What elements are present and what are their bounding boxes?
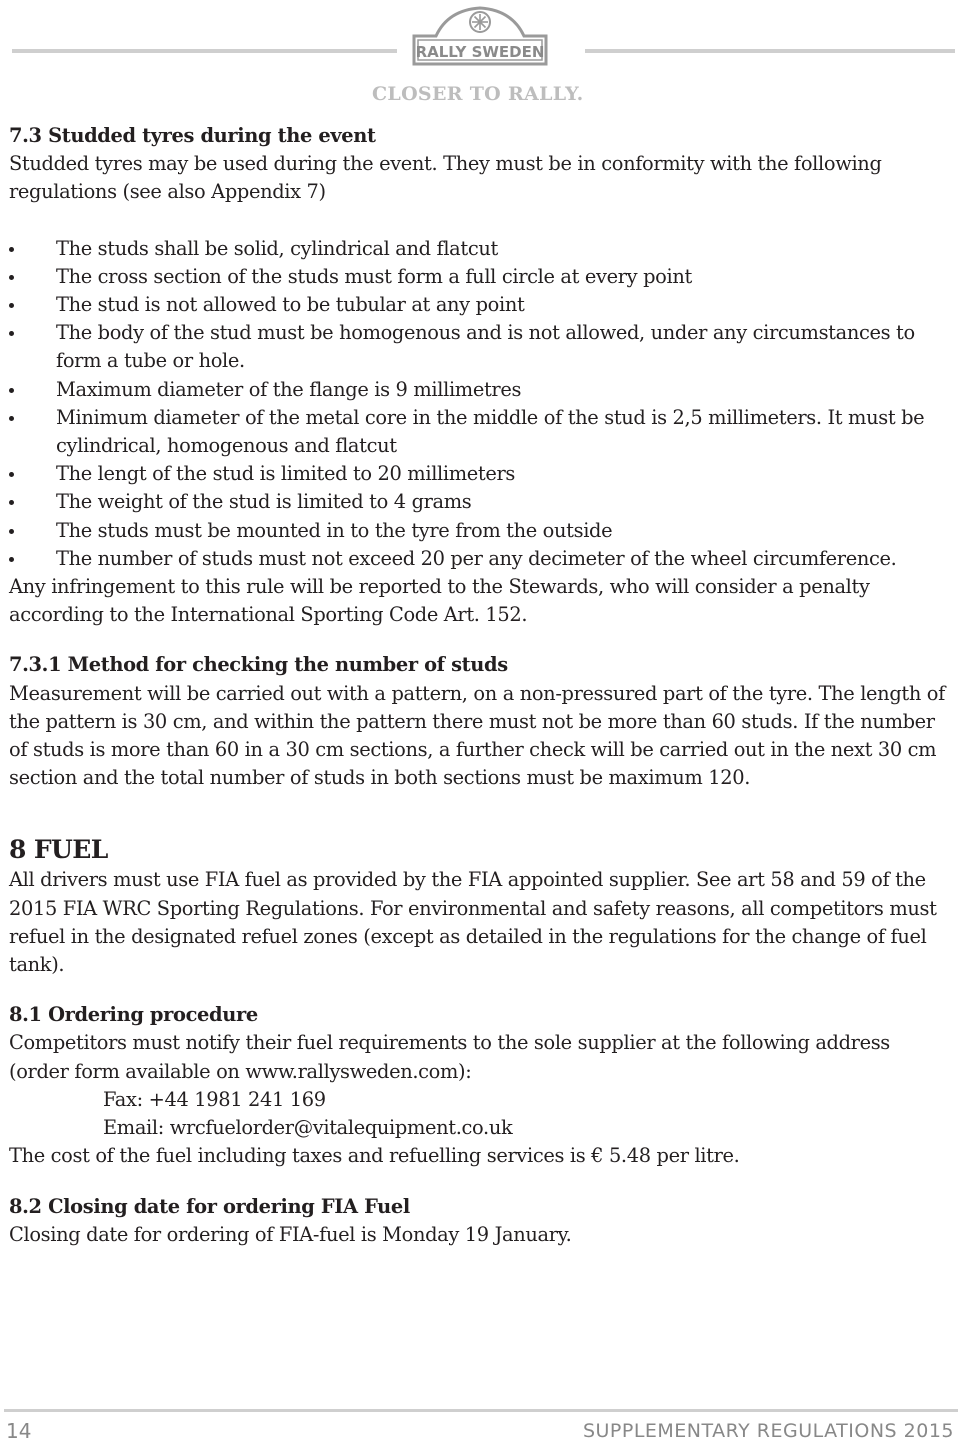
bullet-icon — [9, 416, 14, 421]
list-item: The weight of the stud is limited to 4 grams — [9, 488, 949, 516]
section-7-3-1-heading: 7.3.1 Method for checking the number of studs — [9, 653, 508, 677]
bullet-icon — [9, 331, 14, 336]
list-item: The number of studs must not exceed 20 per any decimeter of the wheel circumference. — [9, 545, 949, 573]
section-7-3-1-body: Measurement will be carried out with a pattern, on a non-pressured part of the tyre. The length of the pattern is 30 cm, and within the pattern there must not be more than 60 studs. If the number of studs is more than 60 in a 30 cm sections, a further check will be carried out in the next 30 cm section and the total number of studs in both sections must be maximum 120. — [9, 681, 945, 790]
section-7-3-heading: 7.3 Studded tyres during the event — [9, 124, 376, 147]
section-7-3-outro: Any infringement to this rule will be reported to the Stewards, who will consider a penalty according to the International Sporting Code Art. 152. — [9, 575, 870, 627]
section-8-1-body: Competitors must notify their fuel requirements to the sole supplier at the following address (order form available on www.rallysweden.com): — [9, 1031, 890, 1083]
footer-title: SUPPLEMENTARY REGULATIONS 2015 — [582, 1420, 954, 1442]
rally-sweden-logo — [408, 2, 552, 68]
fuel-email: Email: wrcfuelorder@vitalequipment.co.uk — [103, 1116, 513, 1140]
section-8-body: All drivers must use FIA fuel as provided by the FIA appointed supplier. See art 58 and 59 of the 2015 FIA WRC Sporting Regulations. For environmental and safety reasons, all competitors must refuel in the designated refuel zones (except as detailed in the regulations for the change of fuel tank). — [9, 868, 937, 977]
section-8-2-heading: 8.2 Closing date for ordering FIA Fuel — [9, 1194, 410, 1218]
bullet-icon — [9, 529, 14, 534]
section-8-heading: 8 FUEL — [9, 835, 108, 865]
bullet-icon — [9, 557, 14, 562]
list-item: The cross section of the studs must form a full circle at every point — [9, 263, 949, 291]
document-body — [9, 122, 949, 1249]
bullet-icon — [9, 388, 14, 393]
list-item: Minimum diameter of the metal core in the middle of the stud is 2,5 millimeters. It must be cylindrical, homogenous and flatcut — [9, 404, 949, 460]
bullet-icon — [9, 247, 14, 252]
fuel-cost: The cost of the fuel including taxes and refuelling services is € 5.48 per litre. — [9, 1144, 740, 1168]
section-8-2-body: Closing date for ordering of FIA-fuel is Monday 19 January. — [9, 1222, 572, 1246]
logo-text: RALLY SWEDEN — [415, 43, 545, 61]
tagline: CLOSER TO RALLY. — [372, 83, 584, 105]
bullet-icon — [9, 472, 14, 477]
section-8-1-heading: 8.1 Ordering procedure — [9, 1003, 258, 1027]
footer-rule — [4, 1409, 958, 1412]
fuel-fax: Fax: +44 1981 241 169 — [103, 1087, 326, 1111]
bullet-icon — [9, 303, 14, 308]
list-item: The stud is not allowed to be tubular at any point — [9, 291, 949, 319]
list-item: The studs shall be solid, cylindrical and flatcut — [9, 235, 949, 263]
section-7-3-intro: Studded tyres may be used during the event. They must be in conformity with the following regulations (see also Appendix 7) — [9, 152, 882, 204]
list-item: The lengt of the stud is limited to 20 millimeters — [9, 460, 949, 488]
page-number: 14 — [6, 1419, 32, 1443]
header-rule-right — [585, 49, 955, 53]
list-item: The body of the stud must be homogenous and is not allowed, under any circumstances to form a tube or hole. — [9, 319, 949, 375]
header-rule-left — [12, 49, 397, 53]
bullet-icon — [9, 275, 14, 280]
stud-rules-list — [9, 235, 949, 573]
list-item: Maximum diameter of the flange is 9 millimetres — [9, 376, 949, 404]
bullet-icon — [9, 500, 14, 505]
list-item: The studs must be mounted in to the tyre from the outside — [9, 517, 949, 545]
